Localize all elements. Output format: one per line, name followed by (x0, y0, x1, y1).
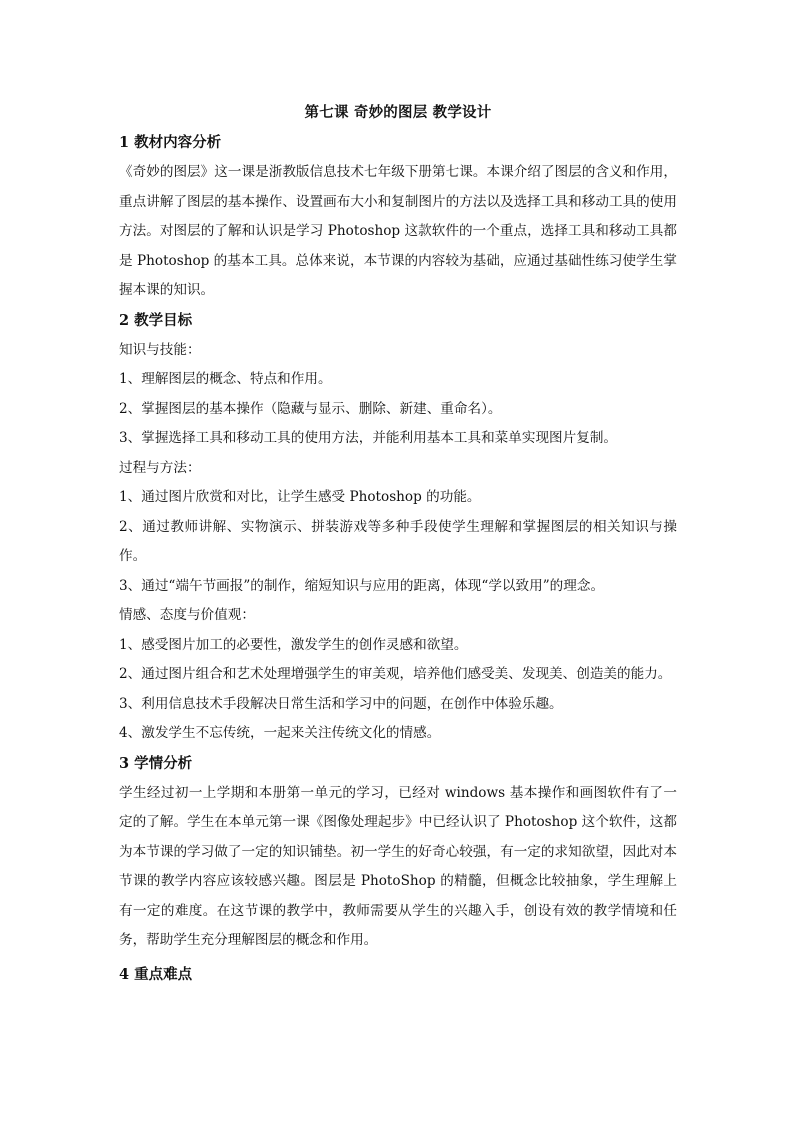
section-1-heading: 1 教材内容分析 (119, 134, 222, 151)
section-3-heading: 3 学情分析 (119, 754, 193, 772)
emotion-item: 3、利用信息技术手段解决日常生活和学习中的问题，在创作中体验乐趣。 (119, 695, 563, 712)
section-2-heading: 2 教学目标 (119, 311, 193, 329)
document-body (119, 100, 677, 990)
knowledge-item: 3、掌握选择工具和移动工具的使用方法，并能利用基本工具和菜单实现图片复制。 (119, 430, 618, 446)
process-method-label: 过程与方法： (119, 459, 201, 476)
emotion-item: 2、通过图片组合和艺术处理增强学生的审美观，培养他们感受美、发现美、创造美的能力。 (119, 666, 672, 682)
process-item: 1、通过图片欣赏和对比，让学生感受 Photoshop 的功能。 (119, 489, 481, 505)
section-1-paragraph: 《奇妙的图层》这一课是浙教版信息技术七年级下册第七课。本课介绍了图层的含义和作用，重点讲解了图层的基本操作、设置画布大小和复制图片的方法以及选择工具和移动工具的使用方法。对图层的了解和认识是学习 Photoshop 这款软件的一个重点，选择工具和移动工具都是 Photoshop 的基本工具。总体来说，本节课的内容较为基础，应通过基础性练习使学生掌握本课的知识。 (119, 164, 677, 298)
section-3-paragraph: 学生经过初一上学期和本册第一单元的学习，已经对 windows 基本操作和画图软件有了一定的了解。学生在本单元第一课《图像处理起步》中已经认识了 Photoshop 这个软件，这都为本节课的学习做了一定的知识铺垫。初一学生的好奇心较强，有一定的求知欲望，因此对本节课的教学内容应该较感兴趣。图层是 PhotoShop 的精髓，但概念比较抽象，学生理解上有一定的难度。在这节课的教学中，教师需要从学生的兴趣入手，创设有效的教学情境和任务，帮助学生充分理解图层的概念和作用。 (119, 784, 677, 948)
process-item: 3、通过“端午节画报”的制作，缩短知识与应用的距离，体现“学以致用”的理念。 (119, 577, 605, 594)
process-item: 2、通过教师讲解、实物演示、拼装游戏等多种手段使学生理解和掌握图层的相关知识与操作。 (119, 518, 677, 564)
emotion-item: 4、激发学生不忘传统，一起来关注传统文化的情感。 (119, 725, 441, 741)
emotion-item: 1、感受图片加工的必要性，激发学生的创作灵感和欲望。 (119, 636, 468, 653)
knowledge-item: 2、掌握图层的基本操作（隐藏与显示、删除、新建、重命名）。 (119, 400, 502, 417)
knowledge-item: 1、理解图层的概念、特点和作用。 (119, 371, 332, 387)
section-4-heading: 4 重点难点 (119, 965, 193, 983)
emotion-values-label: 情感、态度与价值观： (119, 607, 255, 623)
knowledge-skills-label: 知识与技能： (119, 341, 201, 358)
document-title: 第七课 奇妙的图层 教学设计 (304, 104, 492, 121)
